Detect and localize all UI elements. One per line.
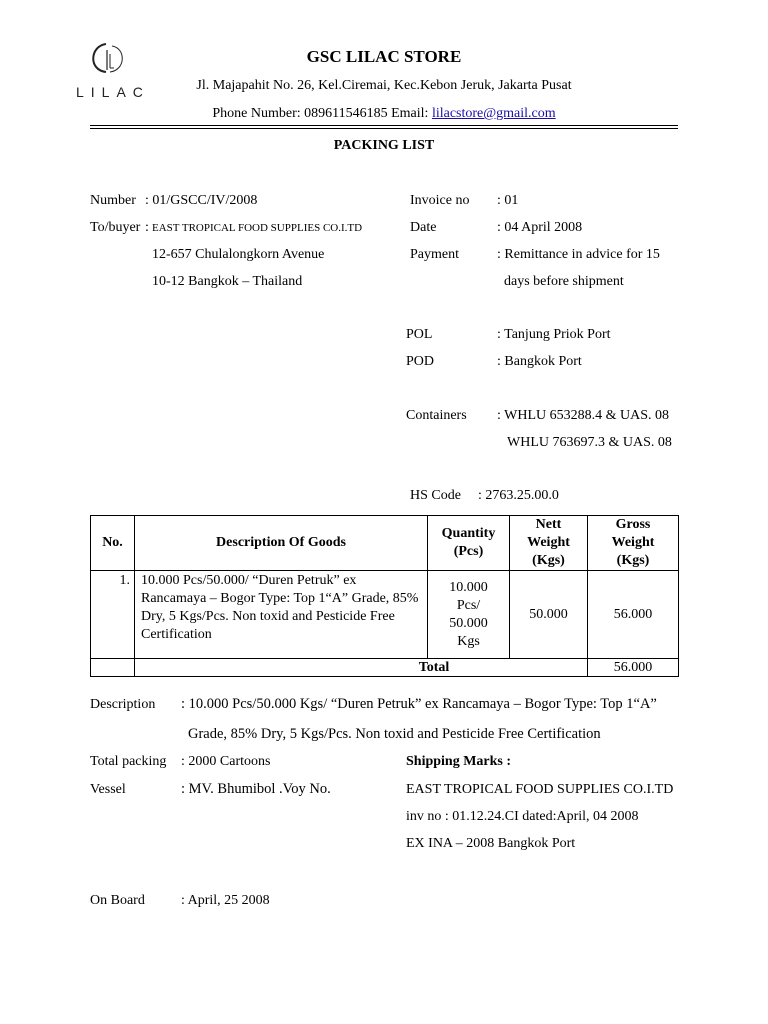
row-quantity-line1: 10.000	[449, 579, 488, 595]
row-description: 10.000 Pcs/50.000/ “Duren Petruk” ex Rancamaya – Bogor Type: Top 1“A” Grade, 85% Dry, 5 Kgs/Pcs. Non toxid and Pesticide Free Certification	[135, 571, 428, 659]
store-address: Jl. Majapahit No. 26, Kel.Ciremai, Kec.Kebon Jeruk, Jakarta Pusat	[196, 78, 572, 93]
buyer-name: EAST TROPICAL FOOD SUPPLIES CO.I.TD	[152, 222, 363, 234]
onboard-value: : April, 25 2008	[181, 893, 270, 908]
description-line2: Grade, 85% Dry, 5 Kgs/Pcs. Non toxid and Pesticide Free Certification	[188, 726, 601, 742]
total-packing-label: Total packing	[90, 754, 167, 769]
date-value: : 04 April 2008	[497, 220, 583, 235]
containers-label: Containers	[406, 408, 467, 423]
buyer-label: To/buyer	[90, 220, 141, 235]
containers-value-line1: : WHLU 653288.4 & UAS. 08	[497, 408, 670, 423]
pol-value: : Tanjung Priok Port	[497, 327, 611, 342]
buyer-address-line2: 10-12 Bangkok – Thailand	[152, 274, 303, 289]
number-value: : 01/GSCC/IV/2008	[145, 193, 258, 208]
header-divider-top	[90, 125, 678, 126]
header-gross-line3: (Kgs)	[616, 553, 650, 568]
pod-value: : Bangkok Port	[497, 354, 582, 369]
table-row	[91, 571, 679, 659]
shipping-marks-line2: inv no : 01.12.24.CI dated:April, 04 2008	[406, 809, 639, 824]
date-label: Date	[410, 220, 437, 235]
buyer-address-line1: 12-657 Chulalongkorn Avenue	[152, 247, 325, 262]
description-line1: : 10.000 Pcs/50.000 Kgs/ “Duren Petruk” ex Rancamaya – Bogor Type: Top 1“A”	[181, 696, 657, 712]
containers-value-line2: WHLU 763697.3 & UAS. 08	[507, 435, 672, 450]
pod-label: POD	[406, 354, 435, 369]
header-quantity	[428, 516, 510, 571]
invoice-value: : 01	[497, 193, 519, 208]
header-nett-line2: Weight	[527, 535, 570, 550]
store-title: GSC LILAC STORE	[306, 47, 462, 66]
email-link[interactable]: lilacstore@gmail.com	[431, 106, 556, 121]
table-header-row	[91, 516, 679, 571]
header-description: Description Of Goods	[135, 516, 428, 571]
total-value: 56.000	[588, 659, 679, 677]
shipping-marks-title: Shipping Marks :	[406, 754, 512, 769]
header-quantity-line1: Quantity	[441, 526, 496, 541]
row-quantity-line3: 50.000	[449, 615, 488, 631]
row-nett-weight: 50.000	[510, 571, 588, 659]
header-divider-bottom	[90, 128, 678, 129]
row-quantity-line2: Pcs/	[456, 597, 481, 613]
header-nett-line3: (Kgs)	[532, 553, 565, 568]
logo-wordmark: LILAC	[76, 84, 150, 100]
header-gross-line2: Weight	[611, 535, 655, 550]
onboard-label: On Board	[90, 893, 145, 908]
header-nett-weight	[510, 516, 588, 571]
vessel-value: : MV. Bhumibol .Voy No.	[181, 781, 331, 797]
header-gross-weight	[588, 516, 679, 571]
row-quantity-line4: Kgs	[457, 633, 480, 649]
goods-table	[90, 515, 679, 677]
buyer-separator: :	[145, 220, 149, 235]
vessel-label: Vessel	[90, 782, 126, 797]
pol-label: POL	[406, 327, 433, 342]
shipping-marks-line1: EAST TROPICAL FOOD SUPPLIES CO.I.TD	[406, 782, 674, 797]
header-quantity-line2: (Pcs)	[453, 544, 484, 559]
total-packing-value: : 2000 Cartoons	[181, 754, 271, 769]
store-contact	[0, 106, 768, 122]
row-gross-weight: 56.000	[588, 571, 679, 659]
row-quantity	[428, 571, 510, 659]
payment-value-line1: : Remittance in advice for 15	[497, 247, 660, 262]
phone-text: Phone Number: 089611546185 Email:	[212, 106, 432, 121]
total-row	[91, 659, 679, 677]
total-empty-no	[91, 659, 135, 677]
description-label: Description	[90, 697, 156, 712]
invoice-label: Invoice no	[410, 193, 470, 208]
payment-value-line2: days before shipment	[504, 274, 624, 289]
payment-label: Payment	[410, 247, 459, 262]
row-no: 1.	[91, 571, 135, 659]
hs-code-label: HS Code	[410, 488, 461, 503]
number-label: Number	[90, 193, 136, 208]
shipping-marks-line3: EX INA – 2008 Bangkok Port	[406, 836, 576, 851]
document-title: PACKING LIST	[333, 138, 435, 153]
total-label: Total	[135, 659, 588, 677]
hs-code-value: : 2763.25.00.0	[478, 488, 559, 503]
header-nett-line1: Nett	[535, 517, 562, 532]
header-no: No.	[91, 516, 135, 571]
header-gross-line1: Gross	[615, 517, 651, 532]
